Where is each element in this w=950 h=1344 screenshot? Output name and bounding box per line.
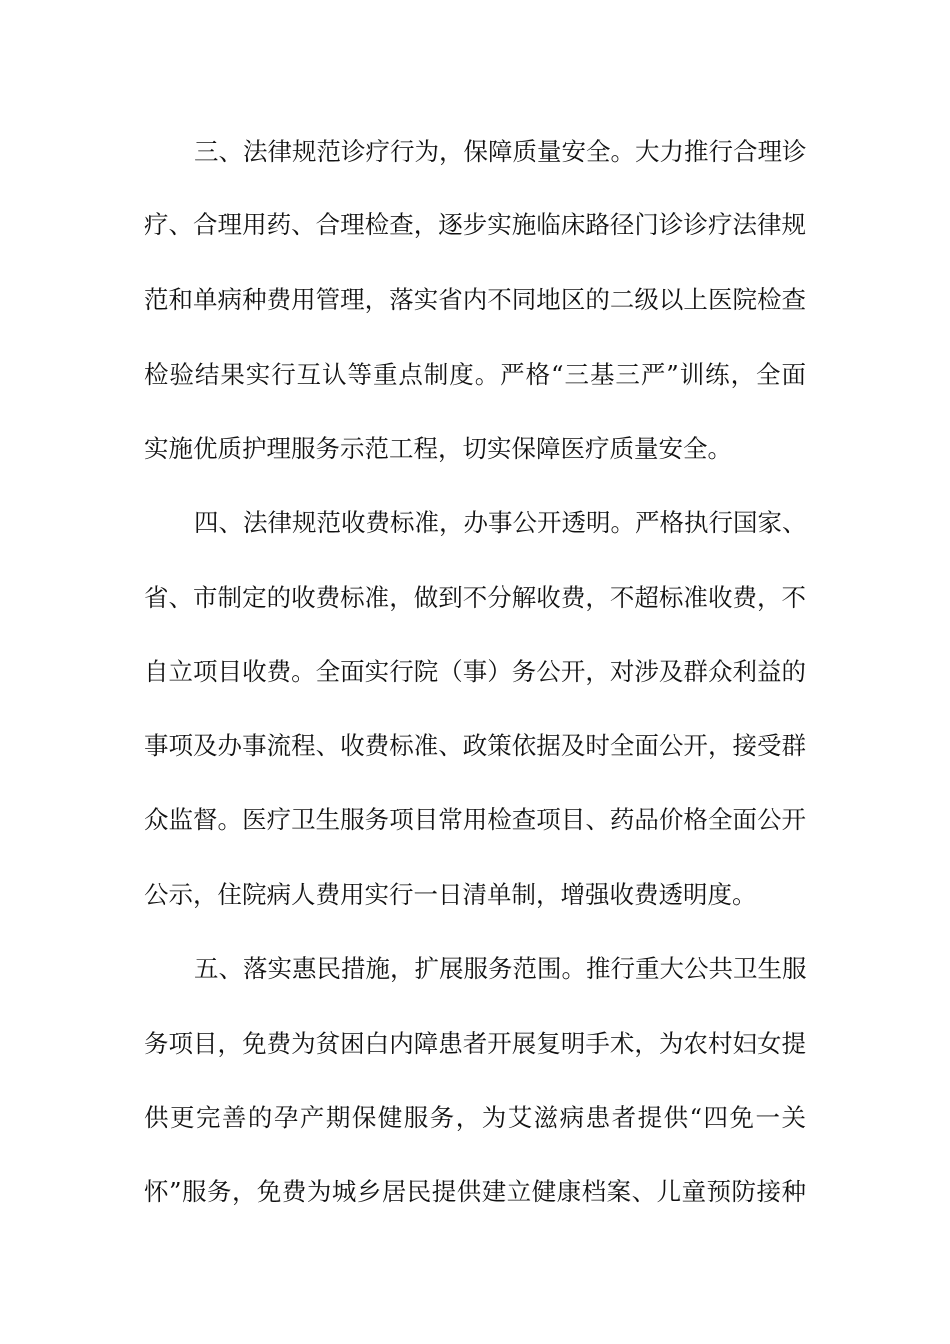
paragraph-5-line-3: 供更完善的孕产期保健服务，为艾滋病患者提供“四免一关 [144,1103,806,1132]
paragraph-4-line-4: 事项及办事流程、收费标准、政策依据及时全面公开，接受群 [144,731,806,760]
paragraph-4-line-1: 四、法律规范收费标准，办事公开透明。严格执行国家、 [194,508,807,537]
paragraph-4-line-6: 公示，住院病人费用实行一日清单制，增强收费透明度。 [144,880,757,909]
paragraph-3-line-4: 检验结果实行互认等重点制度。严格“三基三严”训练，全面 [144,360,806,389]
paragraph-4-line-3: 自立项目收费。全面实行院（事）务公开，对涉及群众利益的 [144,657,806,686]
paragraph-4-line-5: 众监督。医疗卫生服务项目常用检查项目、药品价格全面公开 [144,805,806,834]
paragraph-5-line-1: 五、落实惠民措施，扩展服务范围。推行重大公共卫生服 [194,954,807,983]
paragraph-3-line-2: 疗、合理用药、合理检查，逐步实施临床路径门诊诊疗法律规 [144,210,806,239]
paragraph-5-line-4: 怀”服务，免费为城乡居民提供建立健康档案、儿童预防接种 [144,1177,806,1206]
paragraph-3-line-3: 范和单病种费用管理，落实省内不同地区的二级以上医院检查 [144,285,806,314]
paragraph-3-line-5: 实施优质护理服务示范工程，切实保障医疗质量安全。 [144,434,732,463]
paragraph-3-line-1: 三、法律规范诊疗行为，保障质量安全。大力推行合理诊 [194,137,807,166]
paragraph-4-line-2: 省、市制定的收费标准，做到不分解收费，不超标准收费，不 [144,583,806,612]
paragraph-5-line-2: 务项目，免费为贫困白内障患者开展复明手术，为农村妇女提 [144,1029,806,1058]
